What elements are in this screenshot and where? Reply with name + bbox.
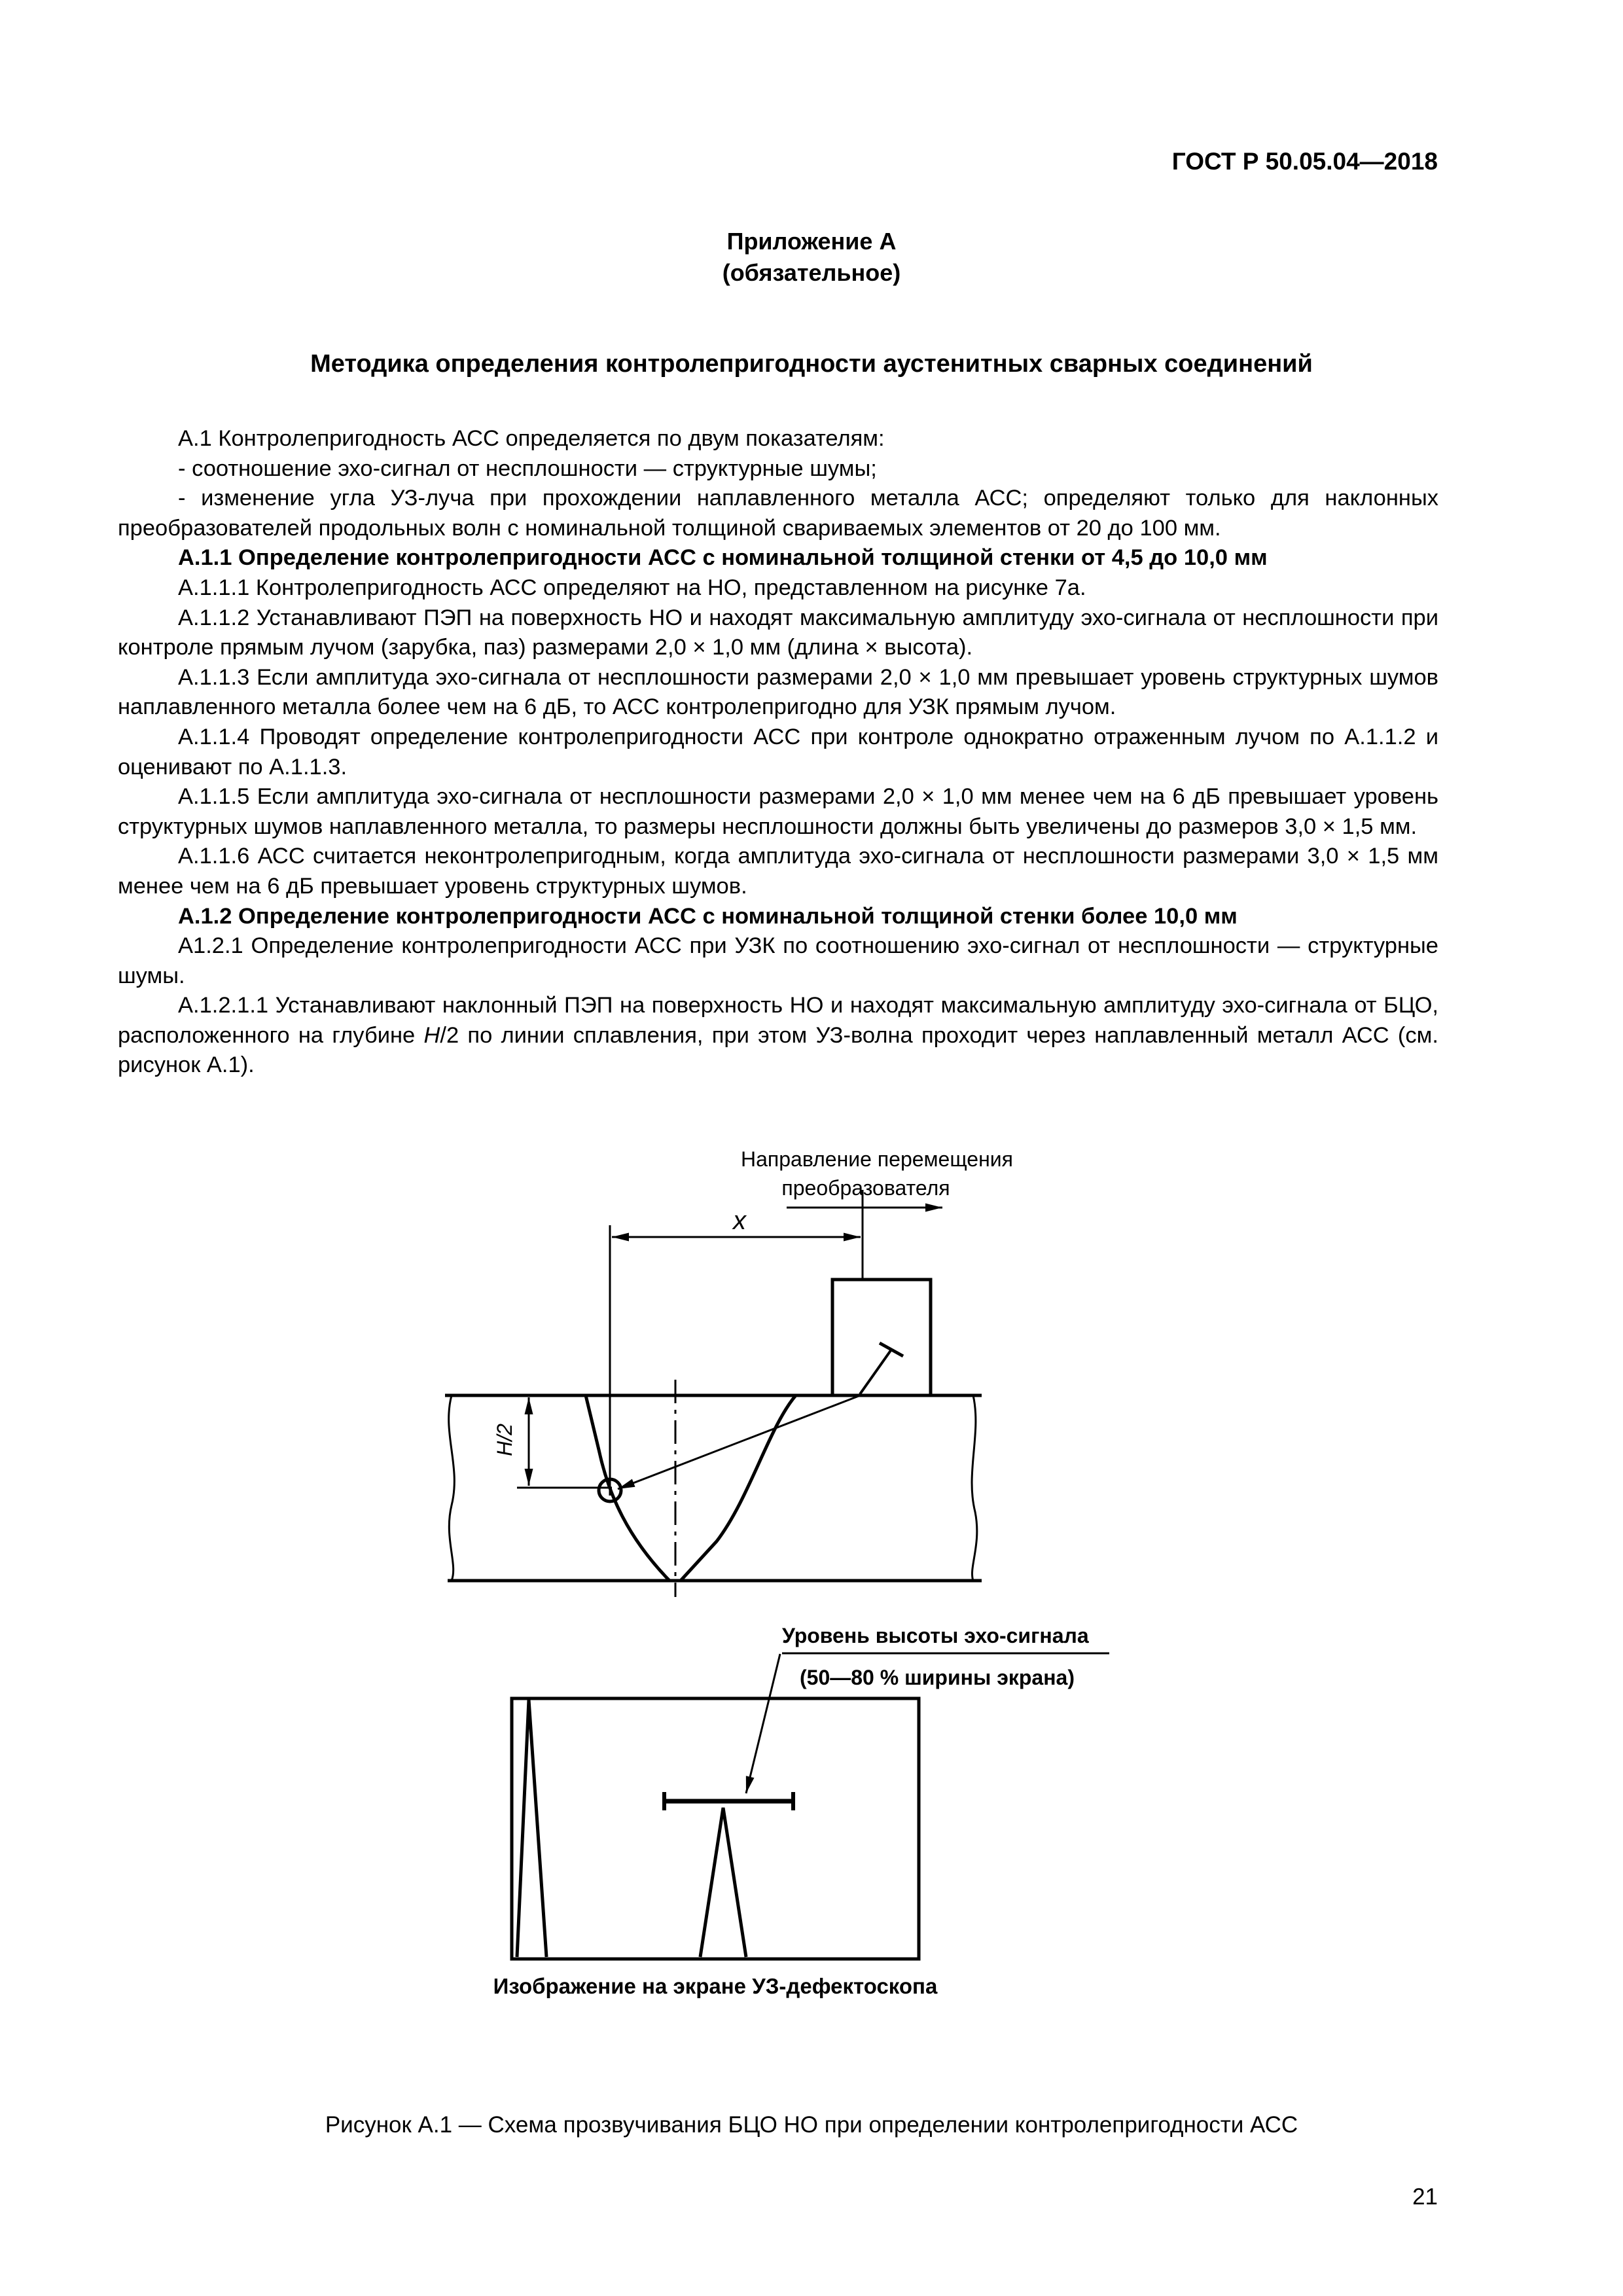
depth-label: H/2 — [493, 1424, 516, 1456]
figure-caption: Рисунок А.1 — Схема прозвучивания БЦО НО при определении контролепригодности АСС — [325, 2112, 1298, 2138]
document-code: ГОСТ Р 50.05.04—2018 — [1171, 148, 1438, 175]
section-title: Методика определения контролепригодности аустенитных сварных соединений — [310, 350, 1313, 378]
appendix-title: Приложение А — [726, 228, 897, 255]
probe-prism — [860, 1350, 891, 1394]
paragraph: - изменение угла УЗ-луча при прохождении наплавленного металла АСС; определяют только для наклонных преобразователей продольных волн с номинальной толщиной свариваемых элементов от 20 до 100 мм. — [118, 486, 1438, 541]
plate-break-left — [449, 1395, 455, 1581]
appendix-status: (обязательное) — [722, 259, 901, 286]
echo-signal — [700, 1808, 746, 1957]
paragraph: А.1.1.2 Устанавливают ПЭП на поверхность НО и находят максимальную амплитуду эхо-сигнала от несплошности при контроле прямым лучом (зарубка, паз) размерами 2,0 × 1,0 мм (длина × высота). — [118, 605, 1438, 660]
echo-level-label-line2: (50—80 % ширины экрана) — [800, 1666, 1075, 1689]
paragraph: А.1.1.6 АСС считается неконтролепригодным, когда амплитуда эхо-сигнала от несплошности размерами 3,0 × 1,5 мм менее чем на 6 дБ превышает уровень структурных шумов. — [118, 844, 1438, 899]
subsection-heading: А.1.2 Определение контролепригодности АСС с номинальной толщиной стенки более 10,0 мм — [178, 903, 1238, 929]
paragraph: А.1.1.5 Если амплитуда эхо-сигнала от несплошности размерами 2,0 × 1,0 мм менее чем на 6 дБ превышает уровень структурных шумов наплавленного металла, то размеры несплошности должны быть увеличены до размеров 3,0 × 1,5 мм. — [118, 784, 1438, 839]
paragraph: А1.2.1 Определение контролепригодности АСС при УЗК по соотношению эхо-сигнал от несплошности — структурные шумы. — [118, 933, 1438, 988]
paragraph-last: А.1.2.1.1 Устанавливают наклонный ПЭП на поверхность НО и находят максимальную амплитуду эхо-сигнала от БЦО, расположенного на глубине H/2 по линии сплавления, при этом УЗ-волна проходит через наплавленный металл АСС (см. рисунок А.1). — [118, 993, 1438, 1078]
probe — [832, 1280, 931, 1395]
x-label: x — [733, 1206, 746, 1235]
plate-break-right — [972, 1395, 977, 1581]
paragraph: А.1.1.4 Проводят определение контролепригодности АСС при контроле однократно отраженным лучом по А.1.1.2 и оценивают по А.1.1.3. — [118, 724, 1438, 780]
echo-level-label-line1: Уровень высоты эхо-сигнала — [782, 1624, 1089, 1647]
direction-label-line1: Направление перемещения — [741, 1147, 1013, 1171]
subsection-heading: А.1.1 Определение контролепригодности АСС с номинальной толщиной стенки от 4,5 до 10,0 мм — [178, 545, 1268, 571]
initial-pulse — [517, 1700, 546, 1957]
paragraph: А.1 Контролепригодность АСС определяется по двум показателям: — [178, 426, 885, 451]
weld-right-fusion-line — [681, 1395, 796, 1581]
paragraph: А.1.1.1 Контролепригодность АСС определяют на НО, представленном на рисунке 7а. — [178, 575, 1086, 600]
paragraph: - соотношение эхо-сигнал от несплошности — структурные шумы; — [178, 456, 877, 481]
page-number: 21 — [1412, 2184, 1438, 2210]
ultrasonic-beam — [618, 1396, 859, 1489]
screen-label: Изображение на экране УЗ-дефектоскопа — [493, 1974, 938, 1998]
direction-label-line2: преобразователя — [781, 1176, 950, 1200]
echo-level-pointer — [746, 1654, 780, 1793]
flaw-detector-screen — [512, 1698, 919, 1959]
paragraph: А.1.1.3 Если амплитуда эхо-сигнала от несплошности размерами 2,0 × 1,0 мм превышает уровень структурных шумов наплавленного металла более чем на 6 дБ, то АСС контролепригодно для УЗК прямым лучом. — [118, 664, 1438, 720]
